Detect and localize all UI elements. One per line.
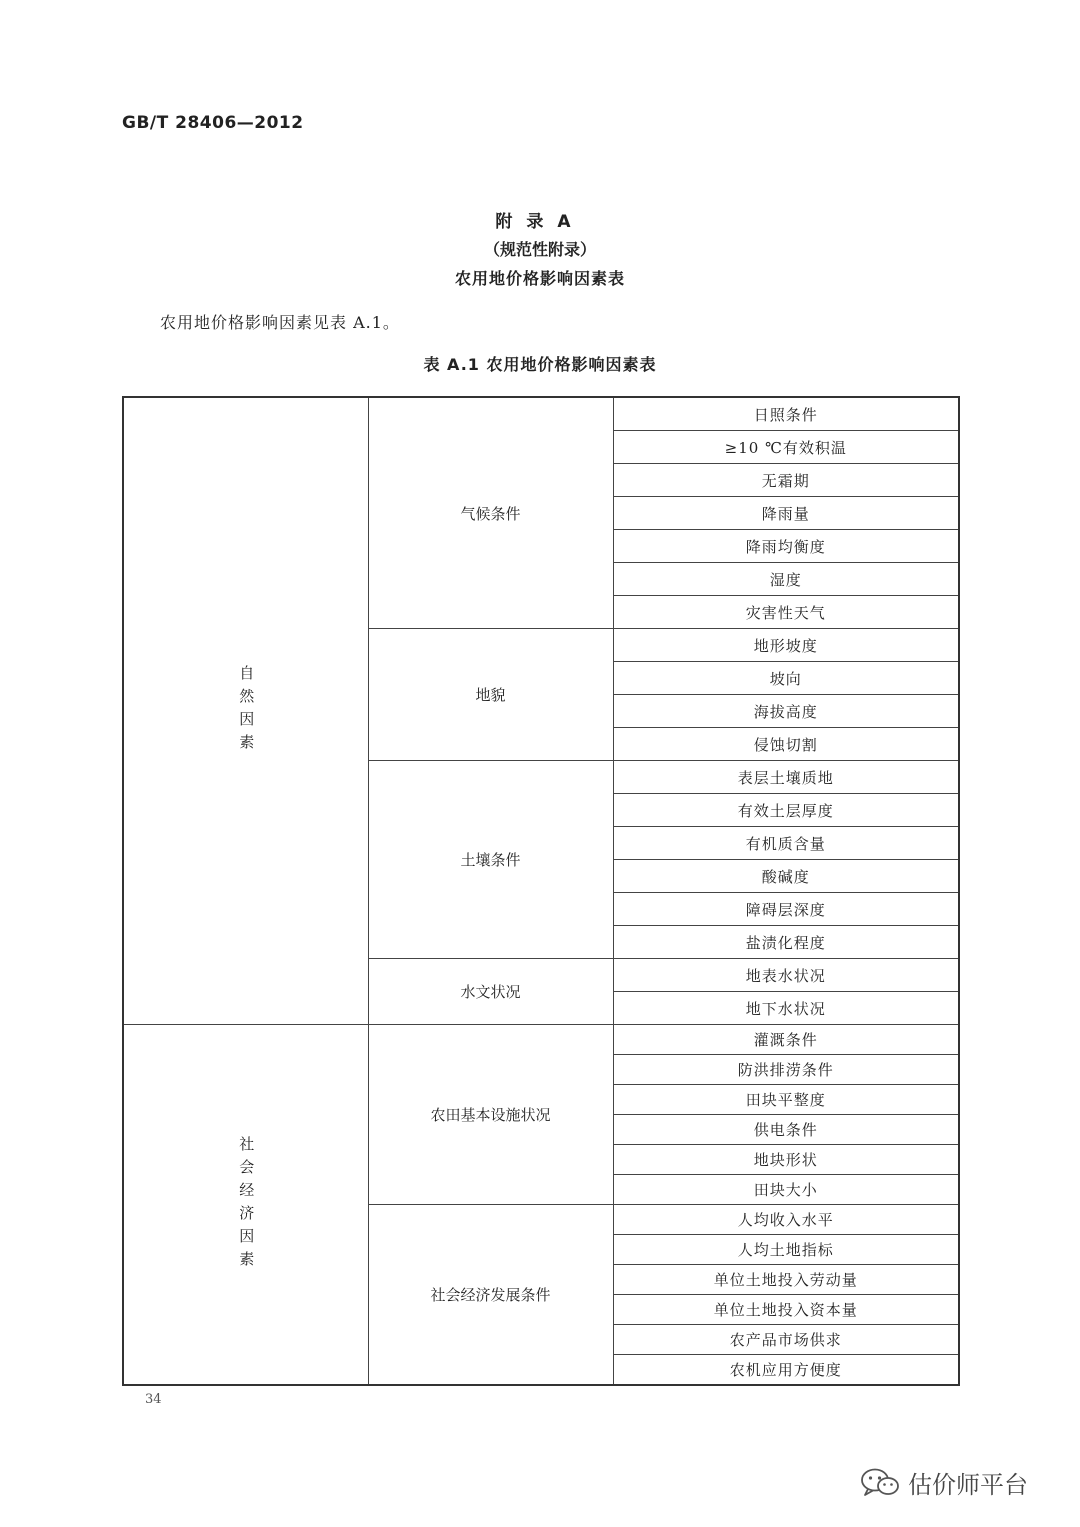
- factor-item-cell: 防洪排涝条件: [613, 1055, 959, 1085]
- factor-category-cell: 土壤条件: [368, 761, 613, 959]
- factor-table-body: [123, 397, 959, 1385]
- standard-code: GB/T 28406—2012: [122, 113, 304, 133]
- factor-item-cell: 日照条件: [613, 397, 959, 431]
- appendix-title: 附录A: [495, 212, 585, 232]
- factor-item-cell: 障碍层深度: [613, 893, 959, 926]
- factor-item-cell: 人均土地指标: [613, 1235, 959, 1265]
- factor-item-cell: 有机质含量: [613, 827, 959, 860]
- factor-item-cell: 表层土壤质地: [613, 761, 959, 794]
- factor-item-cell: 灌溉条件: [613, 1025, 959, 1055]
- factor-item-cell: 无霜期: [613, 464, 959, 497]
- factor-item-cell: 单位土地投入劳动量: [613, 1265, 959, 1295]
- factor-item-cell: 酸碱度: [613, 860, 959, 893]
- table-caption: 表 A.1 农用地价格影响因素表: [423, 355, 657, 374]
- factor-item-cell: 农产品市场供求: [613, 1325, 959, 1355]
- factor-item-cell: 单位土地投入资本量: [613, 1295, 959, 1325]
- factor-item-cell: 农机应用方便度: [613, 1355, 959, 1386]
- factor-item-cell: 有效土层厚度: [613, 794, 959, 827]
- appendix-name: 农用地价格影响因素表: [454, 269, 625, 288]
- factor-group-cell: 社会经济因素: [123, 1025, 368, 1386]
- table-row: [123, 1025, 959, 1055]
- factor-item-cell: 地块形状: [613, 1145, 959, 1175]
- factor-category-cell: 农田基本设施状况: [368, 1025, 613, 1205]
- factor-item-cell: 降雨均衡度: [613, 530, 959, 563]
- factor-item-cell: 海拔高度: [613, 695, 959, 728]
- factor-table: [122, 396, 960, 1386]
- factor-item-cell: 供电条件: [613, 1115, 959, 1145]
- factor-item-cell: 人均收入水平: [613, 1205, 959, 1235]
- factor-item-cell: 地下水状况: [613, 992, 959, 1025]
- wechat-icon: [860, 1468, 900, 1498]
- factor-item-cell: 降雨量: [613, 497, 959, 530]
- factor-item-cell: 坡向: [613, 662, 959, 695]
- appendix-type: （规范性附录）: [483, 240, 596, 259]
- factor-item-cell: ≥10 ℃有效积温: [613, 431, 959, 464]
- factor-group-cell: 自然因素: [123, 397, 368, 1025]
- factor-item-cell: 盐渍化程度: [613, 926, 959, 959]
- page-number: 34: [145, 1392, 162, 1407]
- factor-item-cell: 侵蚀切割: [613, 728, 959, 761]
- factor-item-cell: 田块平整度: [613, 1085, 959, 1115]
- factor-item-cell: 湿度: [613, 563, 959, 596]
- intro-text: 农用地价格影响因素见表 A.1。: [160, 313, 400, 332]
- factor-item-cell: 地形坡度: [613, 629, 959, 662]
- factor-item-cell: 地表水状况: [613, 959, 959, 992]
- factor-category-cell: 气候条件: [368, 397, 613, 629]
- factor-category-cell: 社会经济发展条件: [368, 1205, 613, 1386]
- watermark-text: 估价师平台: [908, 1471, 1028, 1499]
- watermark: [860, 1465, 1028, 1500]
- factor-category-cell: 地貌: [368, 629, 613, 761]
- factor-category-cell: 水文状况: [368, 959, 613, 1025]
- factor-item-cell: 田块大小: [613, 1175, 959, 1205]
- table-row: [123, 397, 959, 431]
- factor-item-cell: 灾害性天气: [613, 596, 959, 629]
